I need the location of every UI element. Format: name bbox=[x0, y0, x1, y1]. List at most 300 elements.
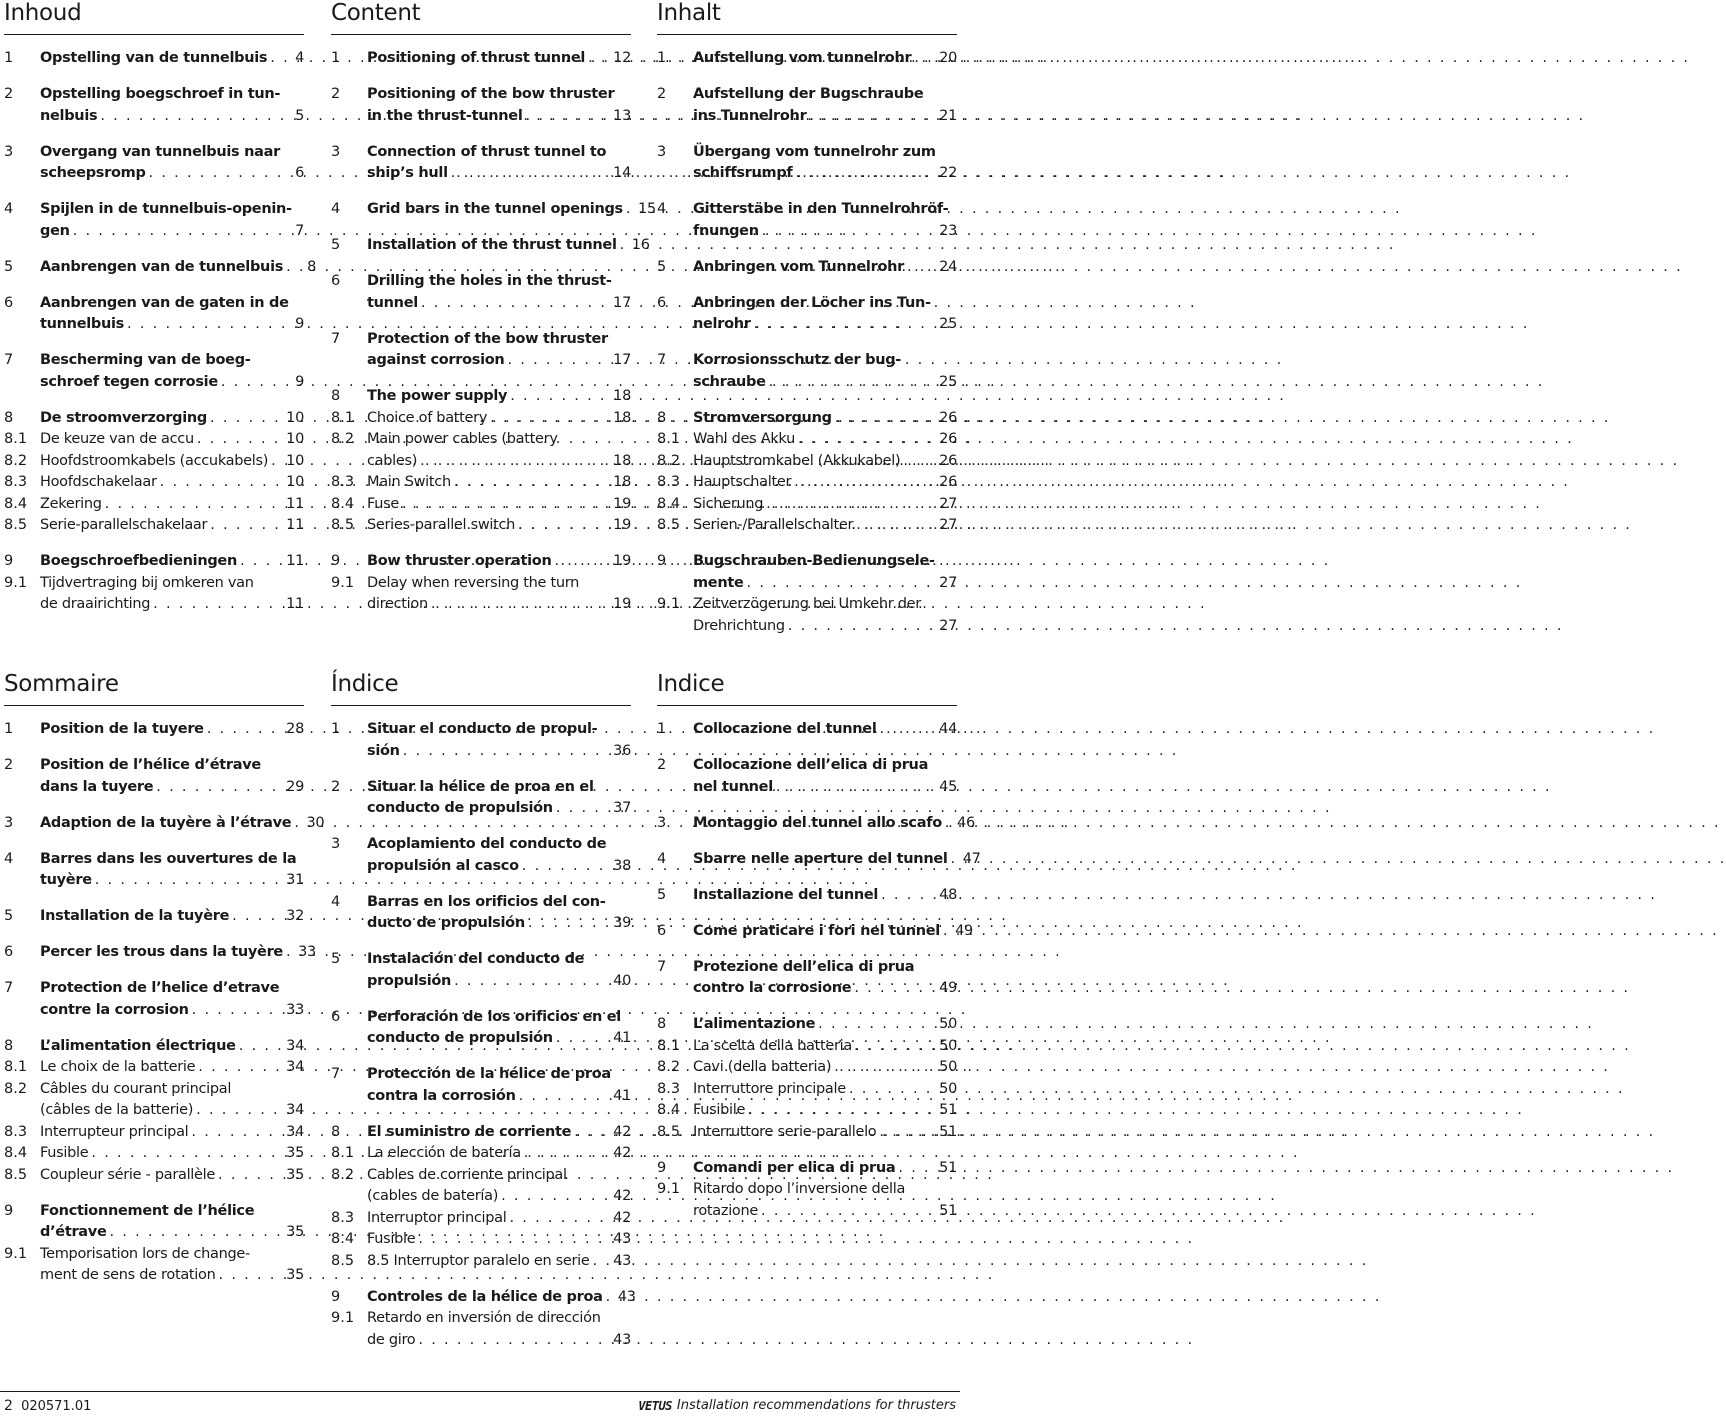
dot-leader bbox=[417, 451, 601, 473]
toc-entry-number: 8.3 bbox=[4, 1123, 28, 1140]
toc-entry-body bbox=[40, 573, 304, 616]
toc-entry-text: De stroomverzorging bbox=[40, 409, 208, 426]
toc-entry-last-line bbox=[367, 798, 631, 820]
toc-entry-number: 8.4 bbox=[657, 495, 681, 512]
toc-entry-text: contra la corrosión bbox=[367, 1087, 516, 1104]
toc-entry-number: 9 bbox=[331, 553, 341, 569]
toc-entry-number: 8.1 bbox=[657, 431, 681, 447]
toc-entry-text: against corrosion bbox=[367, 352, 505, 368]
toc-entry-page: 10 bbox=[286, 452, 304, 469]
dot-leader bbox=[218, 372, 274, 394]
toc-entry-text: ment de sens de rotation bbox=[40, 1267, 216, 1283]
toc-entry-text: Cables de corriente principal bbox=[367, 1166, 567, 1183]
toc-entry-text: Collocazione dell’elica di prua bbox=[693, 757, 929, 773]
toc-entry bbox=[331, 84, 631, 127]
toc-entry bbox=[657, 1122, 957, 1144]
toc-entry-text: Câbles du courant principal bbox=[40, 1080, 232, 1097]
toc-entry bbox=[331, 271, 631, 314]
toc-entry-page: 47 bbox=[962, 850, 981, 867]
toc-entry bbox=[331, 892, 631, 935]
toc-entry-number: 7 bbox=[657, 958, 667, 975]
toc-entry bbox=[657, 885, 957, 907]
toc-entry-last-line bbox=[693, 106, 957, 128]
dot-leader bbox=[400, 741, 601, 763]
toc-entry-last-line bbox=[40, 1036, 304, 1058]
toc-entry-text: Bow thruster operation bbox=[367, 553, 552, 569]
toc-entry bbox=[657, 84, 957, 127]
toc-entry-text: Bescherming van de boeg- bbox=[40, 352, 251, 368]
toc-entry bbox=[331, 777, 631, 820]
toc-entry-page: 49 bbox=[939, 980, 957, 996]
toc-entry-body bbox=[40, 257, 317, 279]
toc-entry-last-line bbox=[367, 1229, 631, 1251]
toc-entry-number: 8.4 bbox=[331, 495, 355, 512]
toc-entry-last-line bbox=[40, 408, 304, 430]
toc-entry bbox=[4, 1079, 304, 1122]
toc-entry bbox=[657, 199, 957, 242]
toc-entry-last-line bbox=[693, 616, 957, 638]
toc-entry-page: 26 bbox=[939, 409, 957, 426]
toc-entry-last-line bbox=[40, 429, 304, 451]
toc-entry-number: 9.1 bbox=[4, 574, 28, 591]
toc-entry bbox=[657, 350, 957, 393]
dot-leader bbox=[585, 48, 601, 70]
dot-leader bbox=[851, 978, 927, 1000]
toc-entry-body bbox=[693, 472, 957, 494]
toc-entry-text: Hoofdstroomkabels (accukabels) bbox=[40, 452, 269, 469]
toc-entry-number: 8.5 bbox=[4, 1166, 28, 1183]
toc-entry-page: 12 bbox=[613, 50, 631, 66]
toc-entry-last-line bbox=[367, 1086, 631, 1108]
toc-entry-number: 2 bbox=[4, 86, 14, 102]
toc-entry-text: Fusibile bbox=[693, 1102, 746, 1118]
toc-entry-last-line bbox=[40, 221, 304, 243]
toc-entry-text: L’alimentation électrique bbox=[40, 1037, 236, 1054]
toc-entry bbox=[4, 719, 304, 741]
toc-entry-page: 6 bbox=[295, 165, 304, 181]
toc-entry-body bbox=[367, 142, 631, 185]
toc-entry bbox=[331, 142, 631, 185]
toc-entry-text: Delay when reversing the turn bbox=[367, 574, 580, 591]
toc-entry-page: 34 bbox=[286, 1059, 304, 1075]
toc-entry-text: d’étrave bbox=[40, 1224, 107, 1240]
toc-entry-body bbox=[693, 84, 957, 127]
dot-leader bbox=[399, 494, 601, 516]
toc-entry bbox=[657, 1100, 957, 1122]
dot-leader bbox=[106, 1222, 274, 1244]
toc-entry-number: 5 bbox=[657, 258, 667, 275]
toc-entry-page: 41 bbox=[613, 1030, 631, 1046]
toc-entry-number: 4 bbox=[4, 201, 14, 217]
toc-entry-page: 27 bbox=[939, 517, 957, 533]
toc-entry-last-line bbox=[693, 429, 957, 451]
dot-leader bbox=[237, 551, 274, 573]
toc-entry-last-line bbox=[367, 199, 656, 221]
page-footer bbox=[0, 1391, 960, 1415]
toc-entry-text: Cavi (della batteria) bbox=[693, 1059, 832, 1075]
toc-entry-text: dans la tuyere bbox=[40, 778, 154, 795]
toc-entry-body bbox=[367, 834, 631, 877]
toc-entry-last-line bbox=[367, 350, 631, 372]
toc-entry-body bbox=[367, 1122, 631, 1144]
toc-entries bbox=[657, 48, 957, 637]
dot-leader bbox=[428, 594, 601, 616]
toc-entry-text: Opstelling boegschroef in tun- bbox=[40, 86, 281, 102]
toc-entry-last-line bbox=[693, 494, 957, 516]
toc-entry-page: 35 bbox=[286, 1145, 304, 1161]
toc-entry-body bbox=[693, 48, 957, 70]
toc-entry-text: Zekering bbox=[40, 495, 102, 512]
toc-entry-text: Aufstellung der Bugschraube bbox=[693, 86, 924, 102]
toc-entry-page: 17 bbox=[613, 294, 631, 311]
toc-entry bbox=[4, 293, 304, 336]
toc-entry-page: 19 bbox=[613, 553, 631, 569]
toc-entry bbox=[657, 48, 957, 70]
toc-entry-body bbox=[367, 1287, 636, 1309]
toc-entry bbox=[331, 1287, 636, 1309]
toc-entry-body bbox=[40, 494, 304, 516]
toc-entry-body bbox=[40, 451, 304, 473]
toc-entry-number: 7 bbox=[331, 1066, 341, 1082]
toc-entry bbox=[331, 329, 631, 372]
toc-entry bbox=[331, 48, 631, 70]
toc-entry-text: cables) bbox=[367, 452, 418, 469]
toc-entry-body bbox=[693, 1179, 957, 1222]
toc-entry-last-line bbox=[367, 1028, 631, 1050]
dot-leader bbox=[759, 221, 927, 243]
toc-entry-page: 19 bbox=[613, 495, 631, 512]
toc-entry-number: 4 bbox=[331, 201, 341, 217]
toc-entry bbox=[331, 573, 631, 616]
toc-entry-body bbox=[367, 515, 631, 537]
toc-entry-last-line bbox=[40, 1265, 304, 1287]
toc-entry-body bbox=[40, 199, 304, 242]
toc-entry-last-line bbox=[693, 472, 957, 494]
page-number: 2 bbox=[4, 1398, 13, 1414]
toc-entry-page: 49 bbox=[955, 922, 973, 939]
toc-entry-body bbox=[40, 1244, 304, 1287]
toc-entry-text: Boegschroefbedieningen bbox=[40, 553, 237, 569]
toc-entry-last-line bbox=[693, 451, 957, 473]
toc-entry-number: 8 bbox=[657, 1016, 667, 1032]
toc-entry-page: 34 bbox=[286, 1037, 304, 1054]
toc-entry-number: 9 bbox=[331, 1288, 341, 1305]
toc-entry-page: 20 bbox=[939, 50, 957, 66]
toc-entry-body bbox=[693, 1100, 957, 1122]
toc-entry-last-line bbox=[693, 1100, 957, 1122]
section-title: Content bbox=[331, 0, 421, 26]
toc-entry-body bbox=[693, 1079, 957, 1101]
toc-entry-text: Fonctionnement de l’hélice bbox=[40, 1202, 255, 1219]
toc-entry-text: 8.5 Interruptor paralelo en serie bbox=[367, 1252, 590, 1269]
toc-entry-body bbox=[693, 293, 957, 336]
toc-entry bbox=[657, 594, 957, 637]
toc-entry-body bbox=[693, 849, 981, 871]
toc-entry-body bbox=[40, 350, 304, 393]
toc-entry bbox=[4, 257, 317, 279]
toc-entry-number: 8.3 bbox=[331, 1209, 355, 1226]
toc-entry-text: Protection de l’helice d’etrave bbox=[40, 980, 280, 996]
toc-entry-number: 4 bbox=[4, 850, 14, 867]
toc-entry-text: Choice of battery bbox=[367, 409, 488, 426]
toc-entry-number: 3 bbox=[657, 143, 667, 160]
toc-entry-body bbox=[693, 142, 957, 185]
toc-entry-body bbox=[40, 849, 304, 892]
toc-entry-body bbox=[693, 921, 973, 943]
toc-entry-text: Situar el conducto de propul- bbox=[367, 721, 598, 737]
toc-entry-number: 6 bbox=[657, 922, 667, 939]
toc-entry-body bbox=[693, 199, 957, 242]
toc-entry-body bbox=[40, 293, 304, 336]
toc-entry-number: 5 bbox=[331, 237, 341, 253]
toc-entry-text: mente bbox=[693, 574, 744, 591]
toc-entry-text: Serien-/Parallelschalter bbox=[693, 517, 854, 533]
toc-entry bbox=[331, 949, 631, 992]
toc-entry-text: conducto de propulsión bbox=[367, 800, 553, 816]
toc-entry-number: 3 bbox=[4, 814, 14, 831]
toc-entry-page: 31 bbox=[286, 872, 304, 888]
dot-leader bbox=[571, 1122, 601, 1144]
toc-entry-body bbox=[367, 408, 631, 430]
toc-entry-body bbox=[40, 84, 304, 127]
toc-entry-text: tunnel bbox=[367, 294, 418, 311]
toc-entry-body bbox=[693, 885, 957, 907]
toc-entry-text: Montaggio del tunnel allo scafo bbox=[693, 814, 942, 831]
toc-entry-page: 40 bbox=[613, 972, 631, 989]
toc-entry-body bbox=[40, 906, 304, 928]
dot-leader bbox=[88, 1143, 274, 1165]
toc-entry-page: 26 bbox=[939, 474, 957, 490]
dot-leader bbox=[415, 1229, 601, 1251]
dot-leader bbox=[878, 885, 927, 907]
dot-leader bbox=[744, 573, 927, 595]
toc-entry bbox=[4, 1143, 304, 1165]
dot-leader bbox=[877, 719, 928, 741]
dot-leader bbox=[785, 616, 927, 638]
toc-entry bbox=[657, 755, 957, 798]
dot-leader bbox=[792, 163, 927, 185]
toc-entry-number: 8.2 bbox=[331, 431, 355, 447]
toc-entry-text: Aanbrengen van de gaten in de bbox=[40, 294, 289, 311]
toc-entry-number: 1 bbox=[657, 50, 667, 66]
toc-entry-number: 8.2 bbox=[657, 452, 681, 469]
dot-leader bbox=[70, 221, 274, 243]
toc-entry-text: sión bbox=[367, 742, 400, 759]
toc-entry-text: de draairichting bbox=[40, 596, 151, 612]
toc-entry-page: 9 bbox=[295, 373, 304, 390]
toc-entry-text: L’alimentazione bbox=[693, 1016, 816, 1032]
dot-leader bbox=[267, 48, 274, 70]
toc-entry-text: tuyère bbox=[40, 872, 92, 888]
toc-entry-last-line bbox=[367, 515, 631, 537]
toc-entry-number: 1 bbox=[657, 721, 667, 737]
dot-leader bbox=[153, 777, 274, 799]
toc-entry-number: 2 bbox=[331, 778, 341, 795]
toc-entry-body bbox=[367, 329, 631, 372]
dot-leader bbox=[504, 350, 601, 372]
toc-entry-number: 8.1 bbox=[657, 1037, 681, 1054]
toc-entry-number: 2 bbox=[4, 757, 14, 773]
toc-entry bbox=[331, 1229, 631, 1251]
toc-entry-body bbox=[40, 408, 304, 430]
toc-entries bbox=[331, 719, 636, 1351]
dot-leader bbox=[551, 551, 601, 573]
toc-entry bbox=[331, 199, 656, 221]
dot-leader bbox=[846, 1079, 927, 1101]
toc-entry-number: 9.1 bbox=[657, 1181, 681, 1197]
toc-entry-last-line bbox=[40, 515, 304, 537]
toc-entry bbox=[4, 1122, 304, 1144]
toc-entry-last-line bbox=[367, 1143, 631, 1165]
toc-entry-text: Positioning of the bow thruster bbox=[367, 86, 615, 102]
toc-entry bbox=[657, 451, 957, 473]
toc-entry-body bbox=[367, 1007, 631, 1050]
toc-entry-last-line bbox=[693, 777, 957, 799]
toc-entry-number: 8.3 bbox=[657, 474, 681, 490]
dot-leader bbox=[229, 906, 274, 928]
toc-entry-text: Situar la hélice de proa en el bbox=[367, 778, 594, 795]
toc-entry-last-line bbox=[693, 921, 973, 943]
toc-entry bbox=[331, 386, 631, 408]
toc-entry-number: 4 bbox=[657, 850, 667, 867]
toc-entry-number: 8.2 bbox=[331, 1166, 355, 1183]
toc-entry-text: contre la corrosion bbox=[40, 1001, 189, 1018]
toc-entry-text: Sbarre nelle aperture del tunnel bbox=[693, 850, 948, 867]
section-rule bbox=[4, 34, 304, 35]
toc-entry bbox=[657, 142, 957, 185]
dot-leader bbox=[751, 314, 927, 336]
toc-entry-number: 8.5 bbox=[657, 517, 681, 533]
toc-entry bbox=[657, 515, 957, 537]
toc-entry bbox=[4, 978, 304, 1021]
toc-entry-text: Main power cables (battery bbox=[367, 431, 558, 447]
toc-entry-body bbox=[40, 1165, 304, 1187]
toc-entry-page: 14 bbox=[613, 165, 631, 181]
toc-entry-text: Controles de la hélice de proa bbox=[367, 1288, 603, 1305]
toc-entry bbox=[657, 293, 957, 336]
toc-entry-text: Perforación de los orificios en el bbox=[367, 1008, 621, 1025]
toc-entry-text: Fusible bbox=[367, 1231, 416, 1247]
toc-entry-number: 8 bbox=[4, 1037, 14, 1054]
section-title: Inhalt bbox=[657, 0, 721, 26]
section-title: Sommaire bbox=[4, 671, 119, 697]
toc-entry-text: Position de la tuyere bbox=[40, 721, 204, 737]
toc-entry-text: La elección de batería bbox=[367, 1145, 521, 1161]
dot-leader bbox=[519, 856, 601, 878]
toc-entry-last-line bbox=[367, 1330, 631, 1352]
toc-entry-body bbox=[40, 472, 304, 494]
toc-entry bbox=[657, 1179, 957, 1222]
dot-leader bbox=[806, 106, 927, 128]
toc-entry-text: Installation de la tuyère bbox=[40, 908, 230, 924]
dot-leader bbox=[215, 1165, 274, 1187]
dot-leader bbox=[900, 451, 927, 473]
toc-entry-number: 8.1 bbox=[4, 1059, 28, 1075]
toc-entry-page: 38 bbox=[613, 857, 631, 874]
dot-leader bbox=[451, 472, 601, 494]
toc-entry-text: propulsión al casco bbox=[367, 857, 519, 874]
dot-leader bbox=[207, 515, 274, 537]
toc-entry-page: 27 bbox=[939, 617, 957, 634]
toc-entry bbox=[657, 1036, 957, 1058]
toc-entry-page: 11 bbox=[286, 495, 304, 512]
toc-entry-page: 29 bbox=[286, 778, 304, 795]
toc-entry bbox=[4, 1244, 304, 1287]
toc-entry-text: Acoplamiento del conducto de bbox=[367, 836, 607, 852]
toc-entry-last-line bbox=[693, 221, 957, 243]
toc-entry-last-line bbox=[367, 856, 631, 878]
toc-entry-text: Spijlen in de tunnelbuis-openin- bbox=[40, 201, 292, 217]
dot-leader bbox=[832, 408, 927, 430]
toc-entry-page: 5 bbox=[295, 107, 304, 124]
toc-entry-body bbox=[40, 429, 304, 451]
toc-entry bbox=[657, 551, 957, 594]
toc-entry bbox=[4, 494, 304, 516]
toc-entry-last-line bbox=[693, 1057, 957, 1079]
toc-entry-page: 50 bbox=[939, 1080, 957, 1097]
toc-entry-page: 18 bbox=[613, 409, 631, 426]
toc-entry bbox=[4, 573, 304, 616]
toc-entry-body bbox=[693, 408, 957, 430]
toc-entry-number: 8.4 bbox=[657, 1102, 681, 1118]
toc-entry-last-line bbox=[367, 408, 631, 430]
toc-entry-text: Adaption de la tuyère à l’étrave bbox=[40, 814, 292, 831]
footer-left bbox=[4, 1396, 91, 1417]
dot-leader bbox=[773, 777, 927, 799]
toc-entry-text: in the thrust-tunnel bbox=[367, 107, 523, 124]
dot-leader bbox=[911, 48, 927, 70]
toc-entry-body bbox=[693, 719, 957, 741]
toc-entry-last-line bbox=[693, 1158, 957, 1180]
toc-entry-page: 44 bbox=[939, 721, 957, 737]
toc-entry-last-line bbox=[693, 1014, 957, 1036]
dot-leader bbox=[207, 408, 274, 430]
dot-leader bbox=[515, 515, 601, 537]
dot-leader bbox=[97, 106, 274, 128]
toc-entry-number: 9.1 bbox=[4, 1245, 28, 1262]
toc-entry-last-line bbox=[40, 719, 304, 741]
toc-entry-page: 10 bbox=[286, 474, 304, 490]
toc-entry bbox=[331, 235, 650, 257]
toc-entry-text: Series-parallel switch bbox=[367, 517, 516, 533]
dot-leader bbox=[553, 1028, 601, 1050]
toc-entry-text: rotazione bbox=[693, 1202, 759, 1219]
toc-entry-body bbox=[367, 1064, 631, 1107]
toc-entry-text: Hauptschalter bbox=[693, 474, 792, 490]
toc-entry-body bbox=[367, 551, 631, 573]
toc-entry-text: Protezione dell’elica di prua bbox=[693, 958, 915, 975]
toc-entry-number: 1 bbox=[4, 50, 14, 66]
toc-entry-body bbox=[40, 1057, 304, 1079]
toc-entry-last-line bbox=[367, 1208, 631, 1230]
toc-entry-last-line bbox=[40, 163, 304, 185]
toc-entry-number: 8.5 bbox=[4, 517, 28, 533]
toc-entry bbox=[331, 1165, 631, 1208]
toc-entry-page: 42 bbox=[613, 1123, 631, 1140]
toc-entry-last-line bbox=[693, 719, 957, 741]
toc-entry-text: Bugschrauben-Bedienungsele- bbox=[693, 553, 935, 569]
toc-entry-body bbox=[40, 551, 304, 573]
dot-leader bbox=[204, 719, 274, 741]
toc-entry-page: 9 bbox=[295, 316, 304, 332]
toc-entry-text: (cables de batería) bbox=[367, 1188, 499, 1204]
toc-entry-body bbox=[693, 551, 957, 594]
toc-entry-page: 25 bbox=[939, 373, 957, 390]
toc-entry-page: 34 bbox=[286, 1123, 304, 1140]
toc-entry-body bbox=[693, 594, 957, 637]
toc-entry-last-line bbox=[367, 971, 631, 993]
toc-entry-last-line bbox=[367, 551, 631, 573]
